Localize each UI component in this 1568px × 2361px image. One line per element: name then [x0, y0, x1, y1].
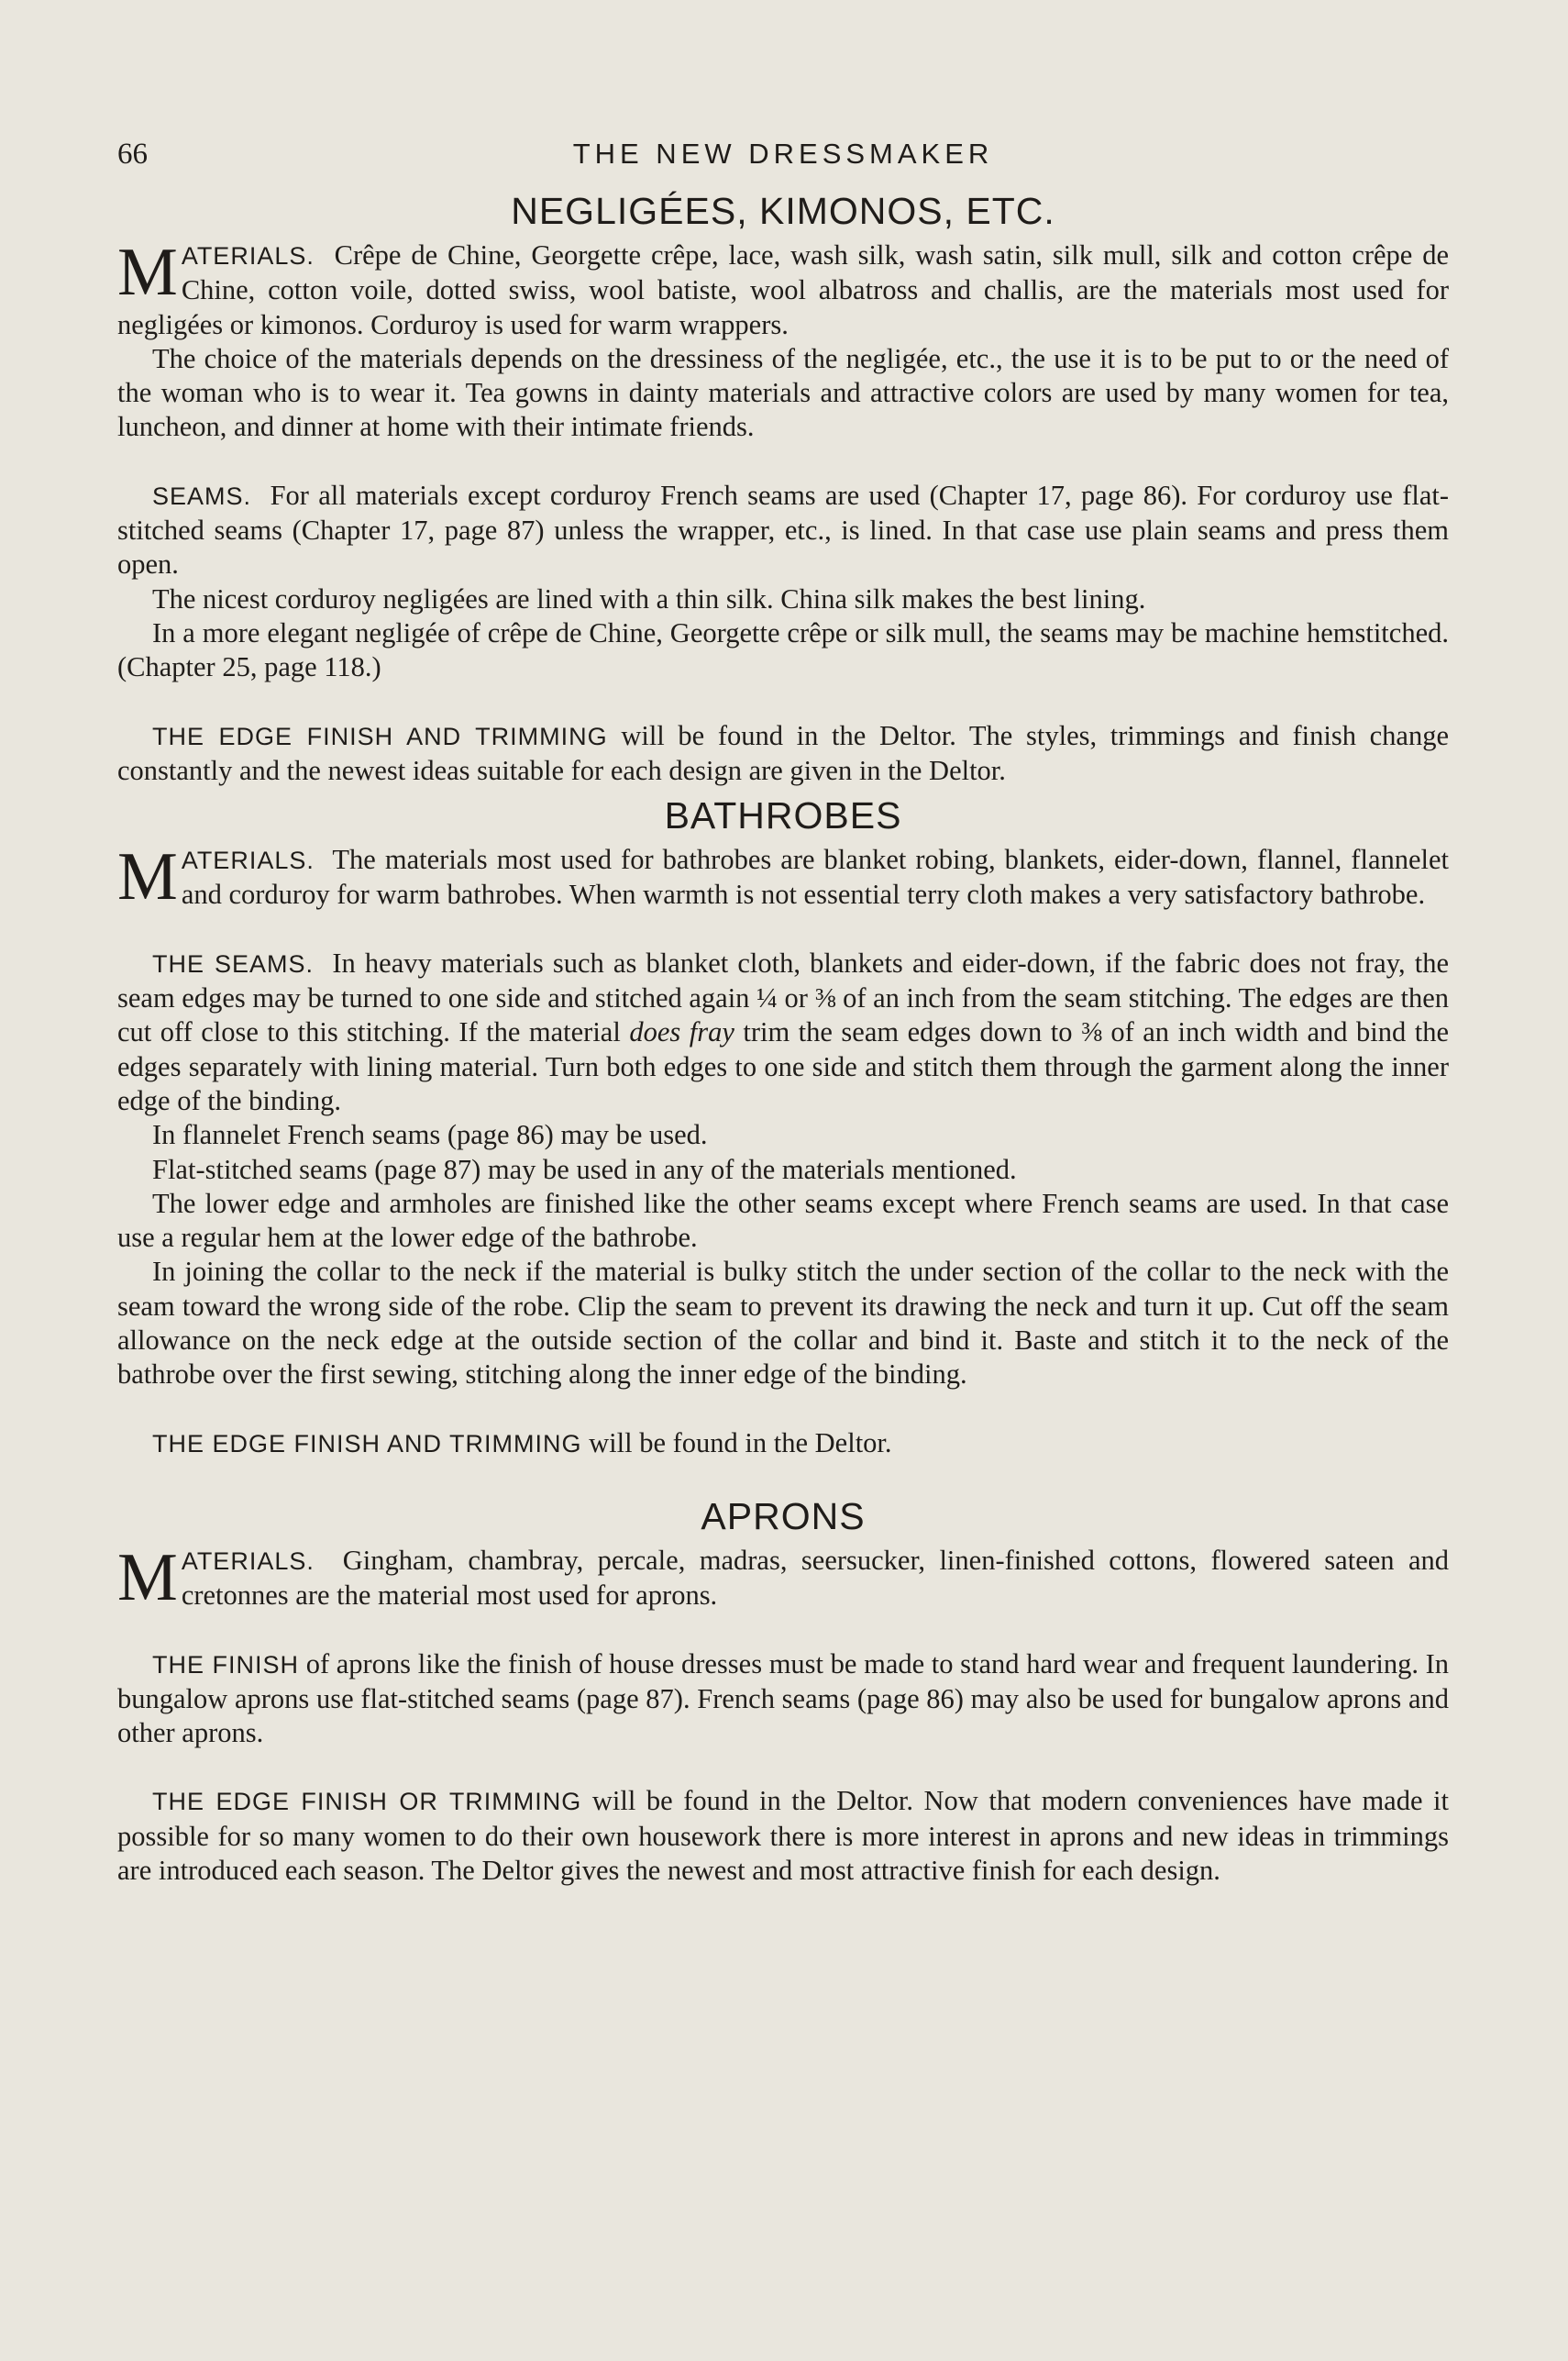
negligees-elegant-paragraph: In a more elegant negligée of crêpe de Chine, Georgette crêpe or silk mull, the seams may be machine hemstitched. (Chapter 25, page 118.)	[117, 616, 1449, 683]
paragraph-text: will be found in the Deltor. The styles, trimmings and finish change constantly and the newest ideas suitable for each design are given in the Deltor.	[117, 719, 1449, 786]
paragraph-text: will be found in the Deltor. Now that modern conveniences have made it possible for so many women to do their own housework there is more interest in aprons and new ideas in trimmings are introduced each season. The Deltor gives the newest and most attractive finish for each design.	[117, 1785, 1450, 1886]
paragraph-text: of aprons like the finish of house dresses must be made to stand hard wear and frequent laundering. In bungalow aprons use flat-stitched seams (page 87). French seams (page 86) may also be used for bungalow aprons and other aprons.	[117, 1647, 1449, 1749]
italic-phrase: does fray	[629, 1016, 734, 1048]
book-page	[117, 138, 1449, 1888]
paragraph-text: For all materials except corduroy French seams are used (Chapter 17, page 86). For corduroy use flat-stitched seams (Chapter 17, page 87) unless the wrapper, etc., is lined. In that case use plain seams and press them open.	[117, 479, 1450, 581]
bathrobes-collar-paragraph: In joining the collar to the neck if the material is bulky stitch the under section of the collar to the neck with the seam toward the wrong side of the robe. Clip the seam to prevent its drawing the neck and turn it up. Cut off the seam allowance on the neck edge at the outside section of the collar and bind it. Baste and stitch it to the neck of the bathrobe over the first sewing, stitching along the inner edge of the binding.	[117, 1256, 1449, 1391]
page-number: 66	[117, 138, 148, 171]
section-title-negligees: NEGLIGÉES, KIMONOS, ETC.	[511, 190, 1055, 232]
aprons-finish-paragraph	[117, 1647, 1449, 1751]
aprons-materials-paragraph	[117, 1539, 1449, 1615]
bathrobes-flat-paragraph: Flat-stitched seams (page 87) may be used in any of the materials mentioned.	[152, 1153, 1017, 1185]
negligees-edge-paragraph	[117, 719, 1449, 789]
run-in-heading: THE SEAMS.	[152, 949, 315, 978]
bathrobes-flannelet-paragraph: In flannelet French seams (page 86) may be used.	[152, 1119, 708, 1151]
bathrobes-lower-edge-paragraph: The lower edge and armholes are finished like the other seams except where French seams are used. In that case use a regular hem at the lower edge of the bathrobe.	[117, 1187, 1449, 1254]
paragraph-text: In heavy materials such as blanket cloth, blankets and eider-down, if the fabric does not fray, the seam edges may be turned to one side and stitched again ¼ or ⅜ of an inch from the seam stitching. The edges are then cut off close to this stitching. If the material	[117, 947, 1450, 1048]
run-in-heading: SEAMS.	[152, 482, 252, 510]
paragraph-text: Gingham, chambray, percale, madras, seersucker, linen-finished cottons, flowered sateen and cretonnes are the material most used for aprons.	[181, 1544, 1449, 1612]
drop-cap: M	[117, 235, 178, 310]
paragraph-text: Crêpe de Chine, Georgette crêpe, lace, wash silk, wash satin, silk mull, silk and cotton crêpe de Chine, cotton voile, dotted swiss, wool batiste, wool albatross and challis, are the materials most used for negligées or kimonos. Corduroy is used for warm wrappers.	[117, 239, 1450, 340]
run-in-heading: THE EDGE FINISH AND TRIMMING	[152, 1429, 582, 1458]
run-in-heading: ATERIALS.	[181, 847, 315, 875]
aprons-edge-paragraph	[117, 1784, 1449, 1888]
negligees-seams-paragraph	[117, 479, 1449, 582]
run-in-heading: THE EDGE FINISH OR TRIMMING	[152, 1788, 582, 1816]
bathrobes-materials-paragraph	[117, 839, 1449, 915]
negligees-choice-paragraph: The choice of the materials depends on the dressiness of the negligée, etc., the use it is to be put to or the need of the woman who is to wear it. Tea gowns in dainty materials and attractive colors are used by many women for tea, luncheon, and dinner at home with their intimate friends.	[117, 342, 1449, 443]
run-in-heading: THE FINISH	[152, 1650, 300, 1679]
run-in-heading: THE EDGE FINISH AND TRIMMING	[152, 722, 608, 750]
negligees-corduroy-paragraph: The nicest corduroy negligées are lined with a thin silk. China silk makes the best lining.	[152, 582, 1146, 615]
section-title-aprons: APRONS	[701, 1494, 866, 1537]
bathrobes-edge-paragraph	[117, 1426, 1449, 1461]
running-head	[117, 138, 1449, 183]
bathrobes-seams-paragraph	[117, 947, 1449, 1118]
drop-cap: M	[117, 839, 178, 915]
run-in-heading: ATERIALS.	[181, 1546, 315, 1575]
running-title: THE NEW DRESSMAKER	[572, 138, 994, 170]
negligees-materials-paragraph	[117, 235, 1450, 342]
run-in-heading: ATERIALS.	[181, 242, 315, 270]
drop-cap: M	[117, 1539, 178, 1615]
paragraph-text: The materials most used for bathrobes are blanket robing, blankets, eider-down, flannel, flannelet and corduroy for warm bathrobes. When warmth is not essential terry cloth makes a very satisfactory bathrobe.	[181, 844, 1449, 911]
paragraph-text: trim the seam edges down to ⅜ of an inch width and bind the edges separately with lining material. Turn both edges to one side and stitch them through the garment along the inner edge of the binding.	[117, 1016, 1450, 1116]
section-title-bathrobes: BATHROBES	[664, 794, 902, 837]
paragraph-text: will be found in the Deltor.	[589, 1426, 892, 1458]
